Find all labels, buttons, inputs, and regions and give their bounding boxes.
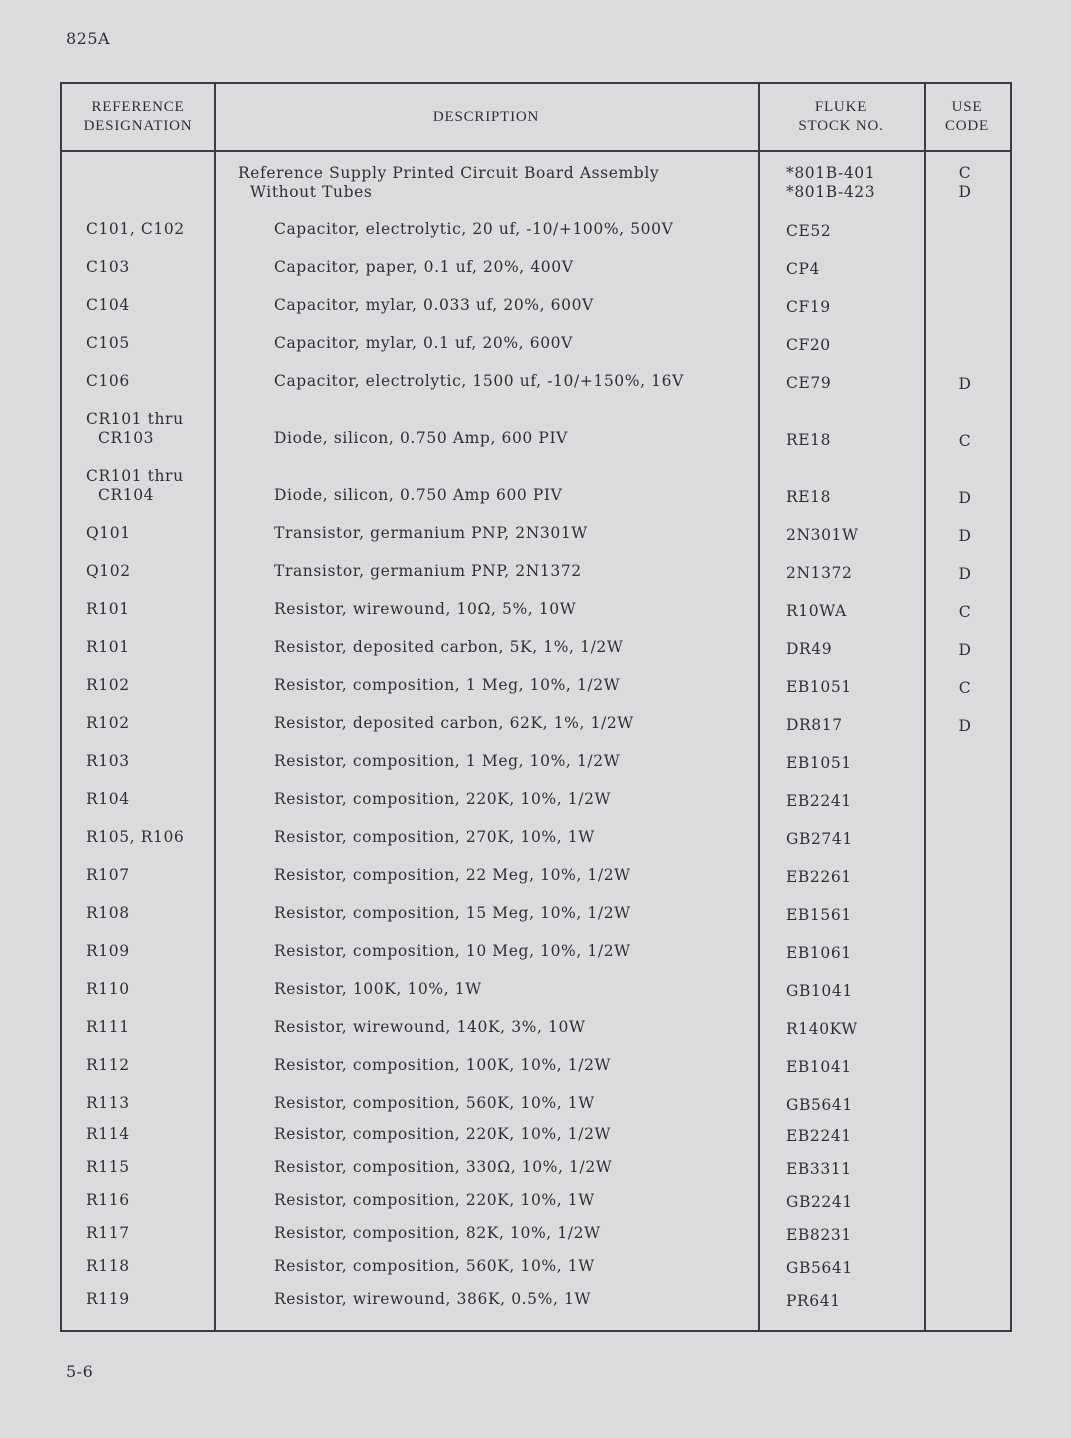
column-divider [758,84,760,1330]
stock-number: GB2741 [786,830,853,848]
part-description: Resistor, composition, 220K, 10%, 1/2W [274,1125,612,1143]
page-number: 5-6 [66,1362,94,1381]
header-divider [62,150,1010,152]
part-description: Resistor, composition, 1 Meg, 10%, 1/2W [274,676,621,694]
column-divider [924,84,926,1330]
reference-designation: R110 [86,980,130,998]
stock-number: CP4 [786,260,820,278]
part-description: Capacitor, paper, 0.1 uf, 20%, 400V [274,258,574,276]
part-description: Resistor, composition, 220K, 10%, 1/2W [274,790,612,808]
stock-number: DR49 [786,640,833,658]
part-description: Resistor, deposited carbon, 62K, 1%, 1/2W [274,714,634,732]
parts-list-table [60,82,1012,1332]
reference-designation: R117 [86,1224,130,1242]
reference-designation: Q101 [86,524,131,542]
use-code: C [958,603,972,621]
reference-designation: R119 [86,1290,130,1308]
part-description: Resistor, composition, 100K, 10%, 1/2W [274,1056,612,1074]
part-description: Resistor, composition, 560K, 10%, 1W [274,1094,595,1112]
reference-designation: C106 [86,372,130,390]
assembly-stock-numbers: *801B-401 *801B-423 [786,164,876,201]
model-number: 825A [66,29,111,48]
reference-designation: R111 [86,1018,130,1036]
part-description: Diode, silicon, 0.750 Amp 600 PIV [274,486,563,504]
reference-designation: C104 [86,296,130,314]
part-description: Capacitor, electrolytic, 1500 uf, -10/+150%, 16V [274,372,684,390]
part-description: Resistor, composition, 10 Meg, 10%, 1/2W [274,942,631,960]
header-description: DESCRIPTION [432,108,540,125]
reference-designation: R101 [86,638,130,656]
reference-designation: R109 [86,942,130,960]
part-description: Resistor, composition, 560K, 10%, 1W [274,1257,595,1275]
reference-designation: R102 [86,714,130,732]
reference-designation: C105 [86,334,130,352]
reference-designation: C103 [86,258,130,276]
use-code: D [958,489,972,507]
use-code: D [958,717,972,735]
stock-number: EB8231 [786,1226,852,1244]
part-description: Resistor, wirewound, 386K, 0.5%, 1W [274,1290,592,1308]
stock-number: EB1561 [786,906,852,924]
part-description: Resistor, composition, 15 Meg, 10%, 1/2W [274,904,631,922]
reference-designation: R114 [86,1125,130,1143]
stock-number: 2N301W [786,526,859,544]
reference-designation: Q102 [86,562,131,580]
column-divider [214,84,216,1330]
reference-designation: R118 [86,1257,130,1275]
use-code: D [958,565,972,583]
reference-designation: R105, R106 [86,828,185,846]
reference-designation: R107 [86,866,130,884]
stock-number: GB5641 [786,1259,853,1277]
reference-designation: CR101 thru CR104 [86,467,184,504]
part-description: Transistor, germanium PNP, 2N301W [274,524,588,542]
stock-number: R140KW [786,1020,858,1038]
stock-number: R10WA [786,602,847,620]
reference-designation: R116 [86,1191,130,1209]
use-code: C [958,432,972,450]
part-description: Capacitor, electrolytic, 20 uf, -10/+100%, 500V [274,220,674,238]
part-description: Resistor, composition, 82K, 10%, 1/2W [274,1224,601,1242]
reference-designation: R112 [86,1056,130,1074]
reference-designation: CR101 thru CR103 [86,410,184,447]
stock-number: PR641 [786,1292,841,1310]
reference-designation: R101 [86,600,130,618]
stock-number: 2N1372 [786,564,853,582]
stock-number: CF20 [786,336,831,354]
part-description: Resistor, 100K, 10%, 1W [274,980,482,998]
part-description: Transistor, germanium PNP, 2N1372 [274,562,582,580]
reference-designation: R102 [86,676,130,694]
stock-number: EB1051 [786,678,852,696]
reference-designation: R103 [86,752,130,770]
stock-number: RE18 [786,431,832,449]
stock-number: EB3311 [786,1160,852,1178]
assembly-use-codes: C D [958,164,972,201]
stock-number: GB5641 [786,1096,853,1114]
header-reference-designation: REFERENCE DESIGNATION [83,99,193,134]
part-description: Diode, silicon, 0.750 Amp, 600 PIV [274,429,568,447]
part-description: Capacitor, mylar, 0.033 uf, 20%, 600V [274,296,594,314]
use-code: D [958,375,972,393]
part-description: Resistor, composition, 1 Meg, 10%, 1/2W [274,752,621,770]
use-code: C [958,679,972,697]
stock-number: EB2241 [786,1127,852,1145]
part-description: Capacitor, mylar, 0.1 uf, 20%, 600V [274,334,573,352]
stock-number: EB1051 [786,754,852,772]
header-stock-number: FLUKE STOCK NO. [798,99,884,134]
reference-designation: C101, C102 [86,220,185,238]
stock-number: GB2241 [786,1193,853,1211]
part-description: Resistor, composition, 22 Meg, 10%, 1/2W [274,866,631,884]
part-description: Resistor, composition, 270K, 10%, 1W [274,828,595,846]
stock-number: EB2261 [786,868,852,886]
part-description: Resistor, deposited carbon, 5K, 1%, 1/2W [274,638,624,656]
reference-designation: R104 [86,790,130,808]
stock-number: EB2241 [786,792,852,810]
stock-number: RE18 [786,488,832,506]
stock-number: GB1041 [786,982,853,1000]
use-code: D [958,641,972,659]
part-description: Resistor, wirewound, 10Ω, 5%, 10W [274,600,577,618]
stock-number: EB1061 [786,944,852,962]
part-description: Resistor, wirewound, 140K, 3%, 10W [274,1018,586,1036]
assembly-description: Reference Supply Printed Circuit Board Assembly Without Tubes [238,164,660,201]
reference-designation: R115 [86,1158,130,1176]
stock-number: EB1041 [786,1058,852,1076]
reference-designation: R113 [86,1094,130,1112]
part-description: Resistor, composition, 330Ω, 10%, 1/2W [274,1158,613,1176]
stock-number: CF19 [786,298,831,316]
header-use-code: USE CODE [944,99,990,134]
reference-designation: R108 [86,904,130,922]
part-description: Resistor, composition, 220K, 10%, 1W [274,1191,595,1209]
use-code: D [958,527,972,545]
stock-number: CE52 [786,222,832,240]
stock-number: DR817 [786,716,843,734]
stock-number: CE79 [786,374,832,392]
